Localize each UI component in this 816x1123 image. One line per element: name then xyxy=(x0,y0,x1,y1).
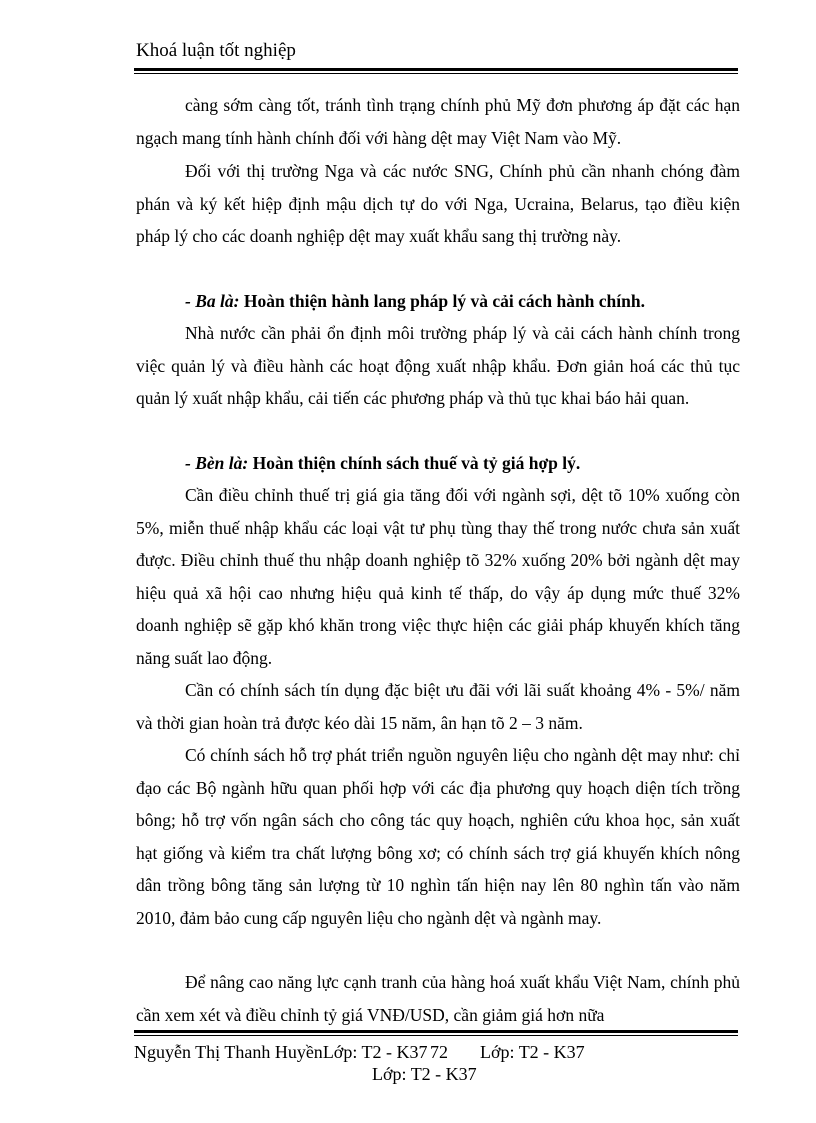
section-heading xyxy=(136,447,740,480)
header-rule-thin xyxy=(134,73,738,74)
paragraph: Cần điều chỉnh thuế trị giá gia tăng đối với ngành sợi, dệt tõ 10% xuống còn 5%, miễn thuế nhập khẩu các loại vật tư phụ tùng thay thế trong nước chưa sản xuất được. Điều chỉnh thuế thu nhập doanh nghiệp tõ 32% xuống 20% bởi ngành dệt may hiệu quả xã hội cao nhưng hiệu quả kinh tế thấp, do vậy áp dụng mức thuế 32% doanh nghiệp sẽ gặp khó khăn trong việc thực hiện các giải pháp khuyến khích tăng năng suất lao động. xyxy=(136,485,740,668)
heading-lead: - Bèn là: xyxy=(185,453,249,473)
paragraph: càng sớm càng tốt, tránh tình trạng chính phủ Mỹ đơn phương áp đặt các hạn ngạch mang tính hành chính đối với hàng dệt may Việt Nam vào Mỹ. xyxy=(136,95,740,148)
document-header-title: Khoá luận tốt nghiệp xyxy=(136,40,296,61)
footer-rule-thin xyxy=(134,1035,738,1036)
heading-text: Hoàn thiện chính sách thuế và tỷ giá hợp lý. xyxy=(248,453,581,473)
paragraph: Nhà nước cần phải ổn định môi trường pháp lý và cải cách hành chính trong việc quản lý và điều hành các hoạt động xuất nhập khẩu. Đơn giản hoá các thủ tục quản lý xuất nhập khẩu, cải tiến các phương pháp và thủ tục khai báo hải quan. xyxy=(136,323,740,408)
heading-lead: - Ba là: xyxy=(185,291,240,311)
footer-rule-thick xyxy=(134,1030,738,1033)
paragraph: Để nâng cao năng lực cạnh tranh của hàng hoá xuất khẩu Việt Nam, chính phủ cần xem xét và điều chỉnh tỷ giá VNĐ/USD, cần giảm giá hơn nữa xyxy=(136,972,740,1025)
footer-class: Lớp: T2 - K37 xyxy=(480,1042,585,1062)
heading-text: Hoàn thiện hành lang pháp lý và cải cách hành chính. xyxy=(239,291,645,311)
footer-class: Lớp: T2 - K37 xyxy=(372,1064,477,1084)
paragraph: Đối với thị trường Nga và các nước SNG, Chính phủ cần nhanh chóng đàm phán và ký kết hiệp định mậu dịch tự do với Nga, Ucraina, Belarus, tạo điều kiện pháp lý cho các doanh nghiệp dệt may xuất khẩu sang thị trường này. xyxy=(136,161,740,246)
footer-page-number: 72 xyxy=(430,1042,448,1062)
section-heading xyxy=(136,285,740,318)
footer-class: Lớp: T2 - K37 xyxy=(322,1042,428,1062)
footer-author: Nguyễn Thị Thanh Huyền xyxy=(134,1042,323,1062)
header-rule-thick xyxy=(134,68,738,71)
paragraph: Cần có chính sách tín dụng đặc biệt ưu đãi với lãi suất khoảng 4% - 5%/ năm và thời gian hoàn trả được kéo dài 15 năm, ân hạn tõ 2 – 3 năm. xyxy=(136,680,740,733)
paragraph: Có chính sách hỗ trợ phát triển nguồn nguyên liệu cho ngành dệt may như: chỉ đạo các Bộ ngành hữu quan phối hợp với các địa phương quy hoạch diện tích trồng bông; hỗ trợ vốn ngân sách cho công tác quy hoạch, nghiên cứu khoa học, sản xuất hạt giống và kiểm tra chất lượng bông xơ; có chính sách trợ giá khuyến khích nông dân trồng bông tăng sản lượng từ 10 nghìn tấn hiện nay lên 80 nghìn tấn vào năm 2010, đảm bảo cung cấp nguyên liệu cho ngành dệt và ngành may. xyxy=(136,745,740,928)
footer-line xyxy=(134,1041,428,1063)
